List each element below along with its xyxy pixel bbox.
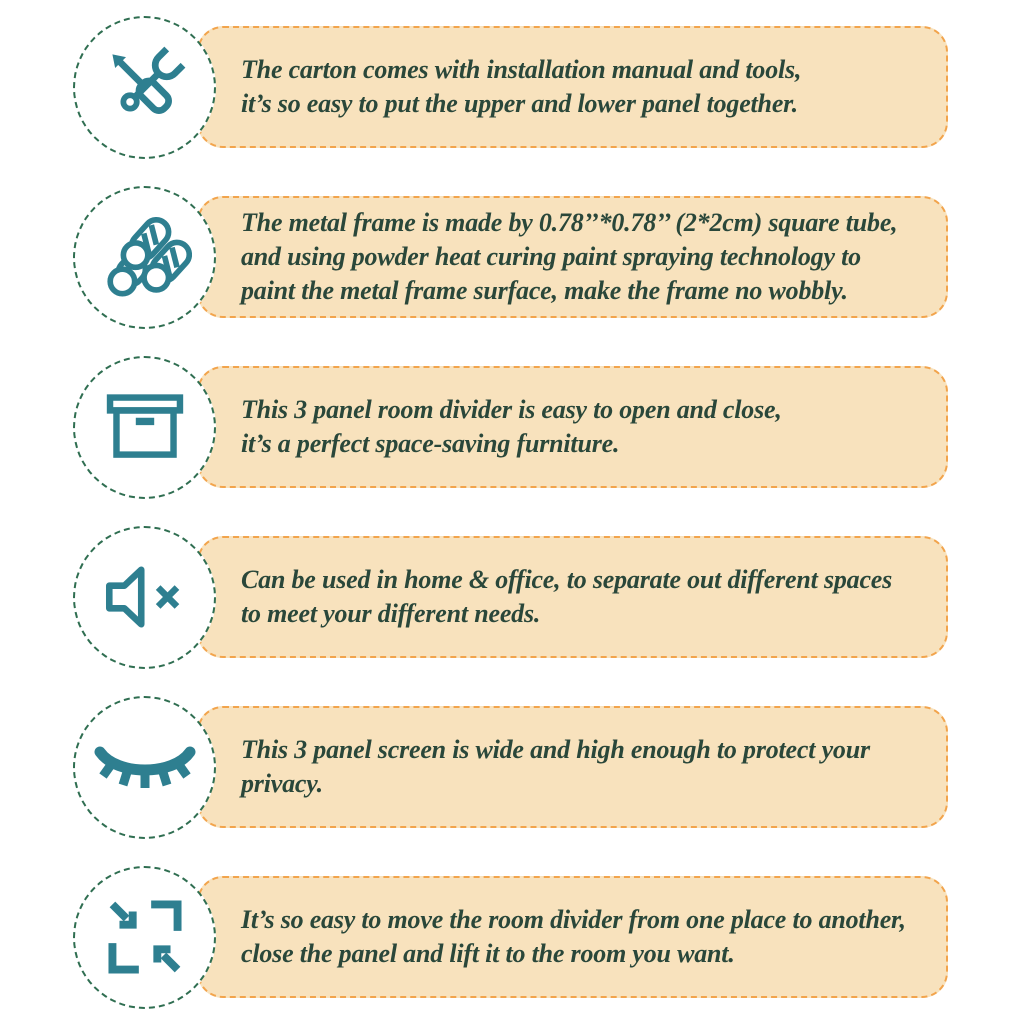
icon-circle bbox=[73, 186, 216, 329]
icon-circle bbox=[73, 16, 216, 159]
feature-row-tools bbox=[0, 2, 1024, 172]
icon-circle bbox=[73, 696, 216, 839]
metal-tubes-icon bbox=[98, 210, 192, 304]
feature-row-home-office bbox=[0, 512, 1024, 682]
feature-text-line: privacy. bbox=[241, 769, 323, 798]
feature-text-line: paint the metal frame surface, make the frame no wobbly. bbox=[241, 276, 848, 305]
feature-text-line: The carton comes with installation manual and tools, bbox=[241, 55, 802, 84]
feature-text-line: The metal frame is made by 0.78’’*0.78’’ (2*2cm) square tube, bbox=[241, 208, 898, 237]
feature-panel bbox=[197, 876, 948, 998]
feature-text-line: it’s a perfect space-saving furniture. bbox=[241, 429, 620, 458]
icon-circle bbox=[73, 526, 216, 669]
feature-text-line: It’s so easy to move the room divider from one place to another, bbox=[241, 905, 906, 934]
feature-panel bbox=[197, 26, 948, 148]
feature-text-line: close the panel and lift it to the room you want. bbox=[241, 939, 735, 968]
feature-text-line: This 3 panel room divider is easy to open and close, bbox=[241, 395, 782, 424]
feature-panel bbox=[197, 706, 948, 828]
feature-row-metal-frame bbox=[0, 172, 1024, 342]
feature-row-privacy bbox=[0, 682, 1024, 852]
feature-text-line: This 3 panel screen is wide and high enough to protect your bbox=[241, 735, 870, 764]
tools-icon bbox=[97, 39, 193, 135]
feature-panel bbox=[197, 536, 948, 658]
feature-row-easy-move bbox=[0, 852, 1024, 1022]
feature-text-line: and using powder heat curing paint spraying technology to bbox=[241, 242, 861, 271]
feature-row-room-divider bbox=[0, 342, 1024, 512]
icon-circle bbox=[73, 356, 216, 499]
storage-box-icon bbox=[99, 385, 191, 469]
mute-speaker-icon bbox=[98, 559, 192, 635]
icon-circle bbox=[73, 866, 216, 1009]
feature-panel bbox=[197, 196, 948, 318]
feature-text-line: Can be used in home & office, to separate out different spaces bbox=[241, 565, 893, 594]
closed-eye-icon bbox=[93, 738, 197, 796]
feature-text-line: to meet your different needs. bbox=[241, 599, 541, 628]
feature-panel bbox=[197, 366, 948, 488]
feature-text-line: it’s so easy to put the upper and lower panel together. bbox=[241, 89, 798, 118]
move-arrows-icon bbox=[101, 893, 189, 981]
